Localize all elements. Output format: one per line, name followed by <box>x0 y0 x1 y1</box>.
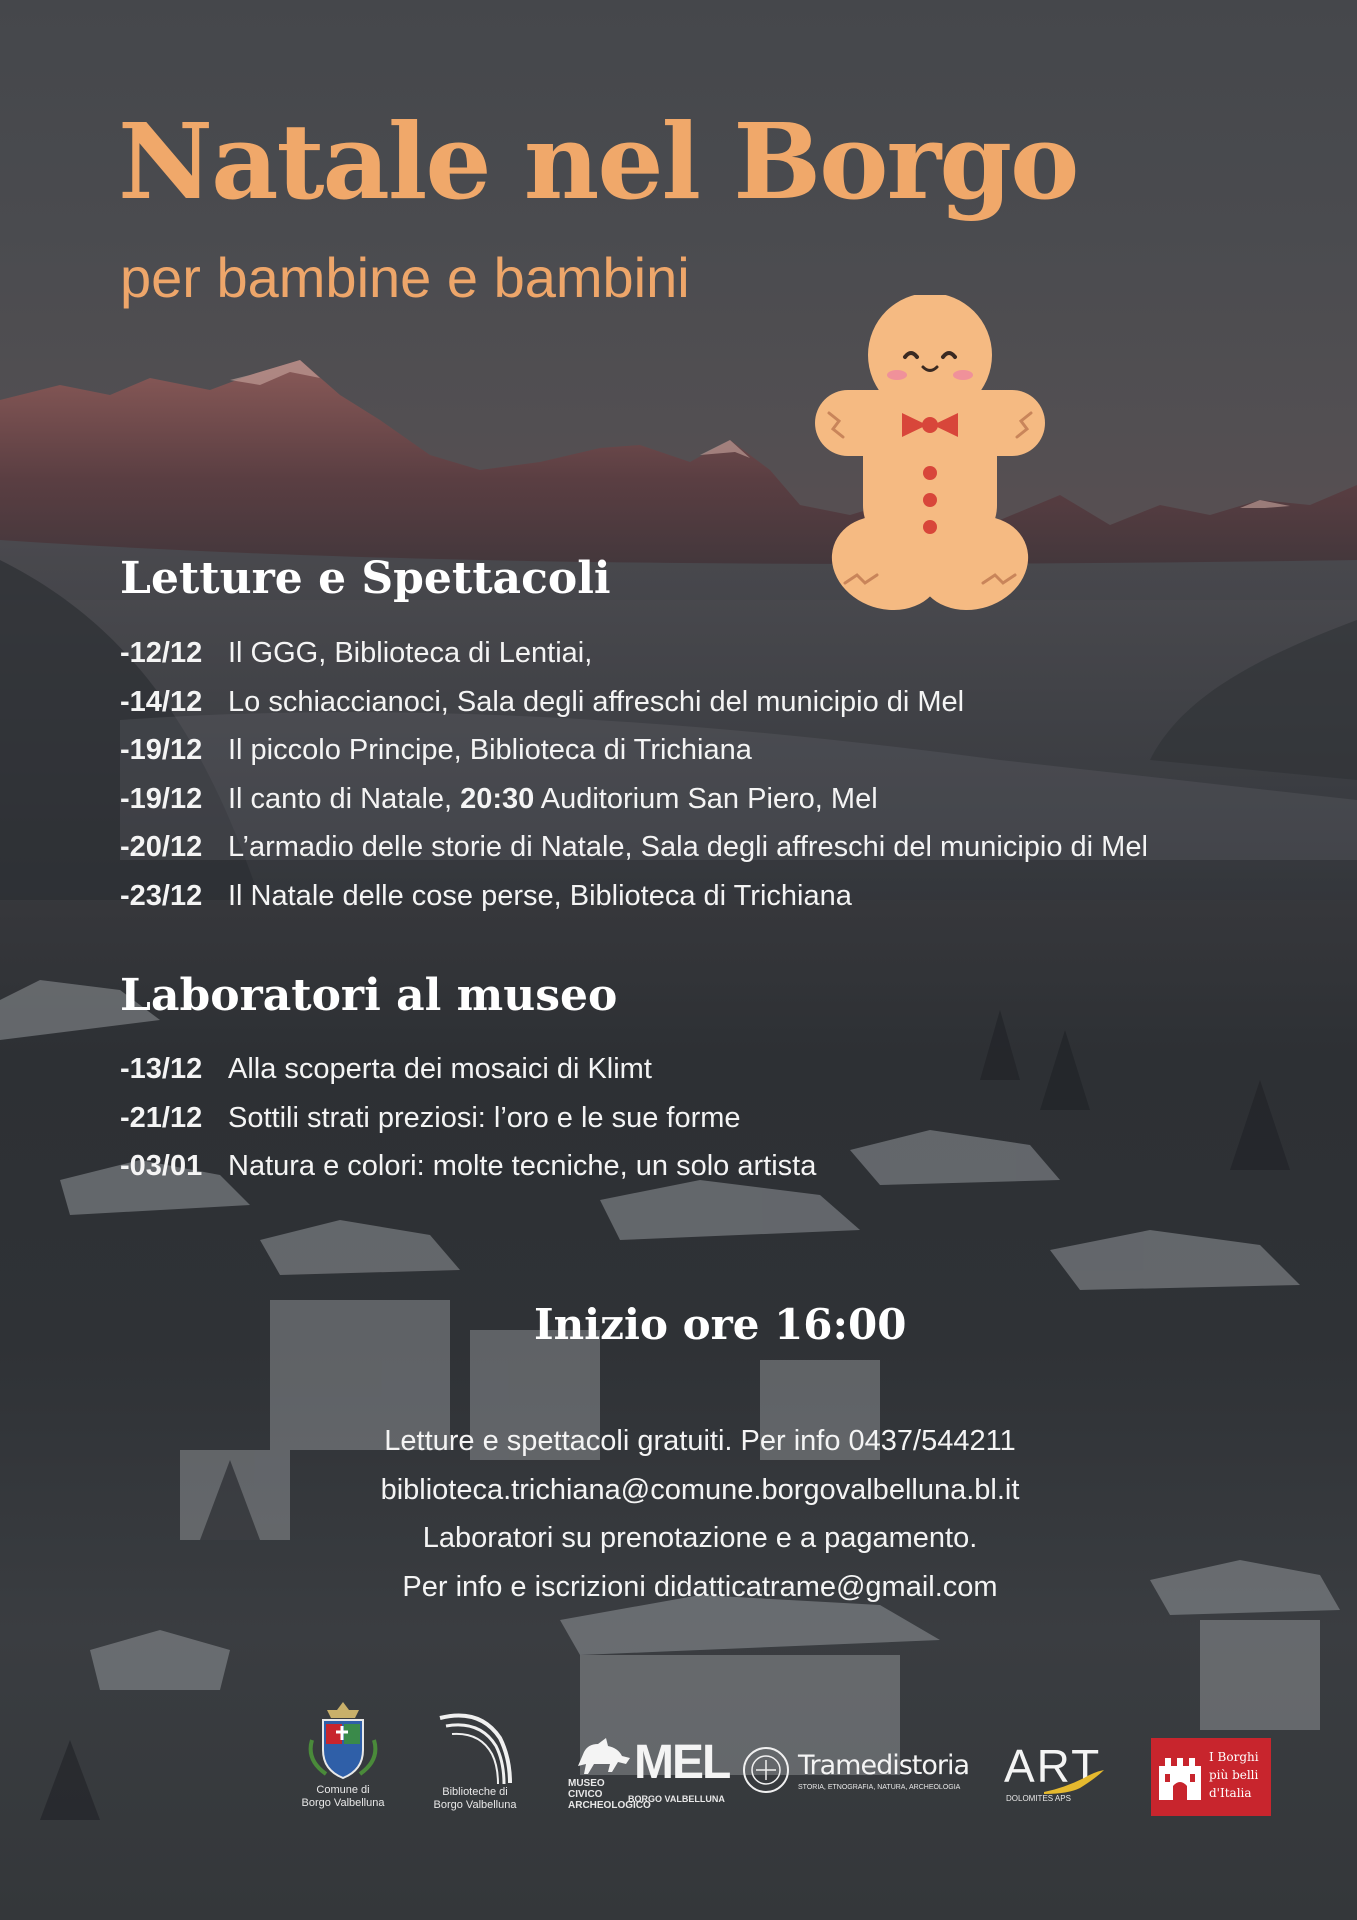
museo-caption: MUSEO CIVICO ARCHEOLOGICO <box>568 1778 651 1811</box>
event-date: -13/12 <box>120 1053 203 1085</box>
list-item <box>120 678 1300 727</box>
event-description: L’armadio delle storie di Natale, Sala degli affreschi del municipio di Mel <box>228 831 1148 863</box>
event-date: -23/12 <box>120 879 203 912</box>
event-list-laboratori <box>120 1045 1300 1191</box>
event-date: -03/01 <box>120 1150 203 1182</box>
event-description: Il canto di Natale, <box>228 782 461 815</box>
list-item <box>120 1094 1300 1143</box>
biblioteche-caption-1: Biblioteche di <box>442 1786 508 1798</box>
tramedistoria-name: Tramedistoria <box>798 1750 970 1781</box>
event-date: -12/12 <box>120 637 203 669</box>
section-heading-letture: Letture e Spettacoli <box>120 553 611 604</box>
list-item <box>120 1142 1300 1191</box>
tramedistoria-emblem-icon <box>742 1746 790 1794</box>
logo-biblioteche <box>420 1708 530 1828</box>
logo-museo-mel <box>568 1736 730 1816</box>
info-block <box>260 1417 1140 1611</box>
event-description: Sottili strati preziosi: l’oro e le sue forme <box>228 1101 741 1134</box>
museo-mel-mark: MEL <box>634 1736 730 1789</box>
event-description: Alla scoperta dei mosaici di Klimt <box>228 1053 652 1085</box>
borghi-text <box>1209 1748 1259 1802</box>
comune-crest-icon <box>298 1700 388 1780</box>
poster-title: Natale nel Borgo <box>118 100 1078 223</box>
list-item <box>120 1045 1300 1094</box>
list-item <box>120 775 1300 824</box>
section-heading-laboratori: Laboratori al museo <box>120 970 618 1021</box>
museo-sub-caption: BORGO VALBELLUNA <box>628 1794 725 1804</box>
list-item <box>120 726 1300 775</box>
event-location: Auditorium San Piero, Mel <box>534 782 878 815</box>
tramedistoria-tagline: STORIA, ETNOGRAFIA, NATURA, ARCHEOLOGIA <box>798 1784 961 1791</box>
list-item <box>120 629 1300 678</box>
event-date: -14/12 <box>120 685 203 718</box>
event-date: -20/12 <box>120 831 203 863</box>
borghi-line-1: I Borghi <box>1209 1750 1259 1764</box>
gingerbread-man-icon <box>805 295 1055 615</box>
borghi-line-2: più belli <box>1209 1768 1259 1782</box>
comune-caption-2: Borgo Valbelluna <box>301 1797 385 1809</box>
list-item <box>120 872 1300 921</box>
biblioteche-page-icon <box>420 1708 530 1786</box>
event-date: -21/12 <box>120 1101 203 1134</box>
biblioteche-caption-2: Borgo Valbelluna <box>433 1799 517 1811</box>
art-mark: ART <box>1004 1740 1102 1792</box>
logo-comune <box>298 1700 388 1830</box>
event-description: Natura e colori: molte tecniche, un solo artista <box>228 1150 817 1182</box>
start-time: Inizio ore 16:00 <box>534 1300 907 1349</box>
event-description: Il GGG, Biblioteca di Lentiai, <box>228 637 593 669</box>
event-description: Il Natale delle cose perse, Biblioteca di Trichiana <box>228 879 852 912</box>
event-date: -19/12 <box>120 734 203 766</box>
event-time: 20:30 <box>460 782 535 815</box>
list-item <box>120 823 1300 872</box>
event-description: Il piccolo Principe, Biblioteca di Trichiana <box>228 734 752 766</box>
horse-icon <box>570 1736 632 1776</box>
info-email-line[interactable]: Per info e iscrizioni didatticatrame@gmail.com <box>402 1570 998 1603</box>
event-description: Lo schiaccianoci, Sala degli affreschi del municipio di Mel <box>228 685 965 718</box>
event-date: -19/12 <box>120 782 203 815</box>
castle-icon <box>1157 1752 1203 1802</box>
poster-subtitle: per bambine e bambini <box>120 246 690 309</box>
logo-art-dolomites <box>1004 1740 1122 1810</box>
logo-borghi <box>1151 1738 1271 1816</box>
info-email-line[interactable]: biblioteca.trichiana@comune.borgovalbelluna.bl.it <box>380 1473 1020 1506</box>
sponsor-logos <box>0 1700 1357 1840</box>
art-sub-caption: DOLOMITES APS <box>1006 1794 1071 1803</box>
event-list-letture <box>120 629 1300 920</box>
comune-caption-1: Comune di <box>316 1784 370 1796</box>
logo-tramedistoria <box>742 1746 970 1806</box>
info-line: Laboratori su prenotazione e a pagamento. <box>422 1522 978 1554</box>
info-line: Letture e spettacoli gratuiti. Per info 0437/544211 <box>384 1425 1016 1457</box>
borghi-line-3: d'Italia <box>1209 1786 1252 1800</box>
